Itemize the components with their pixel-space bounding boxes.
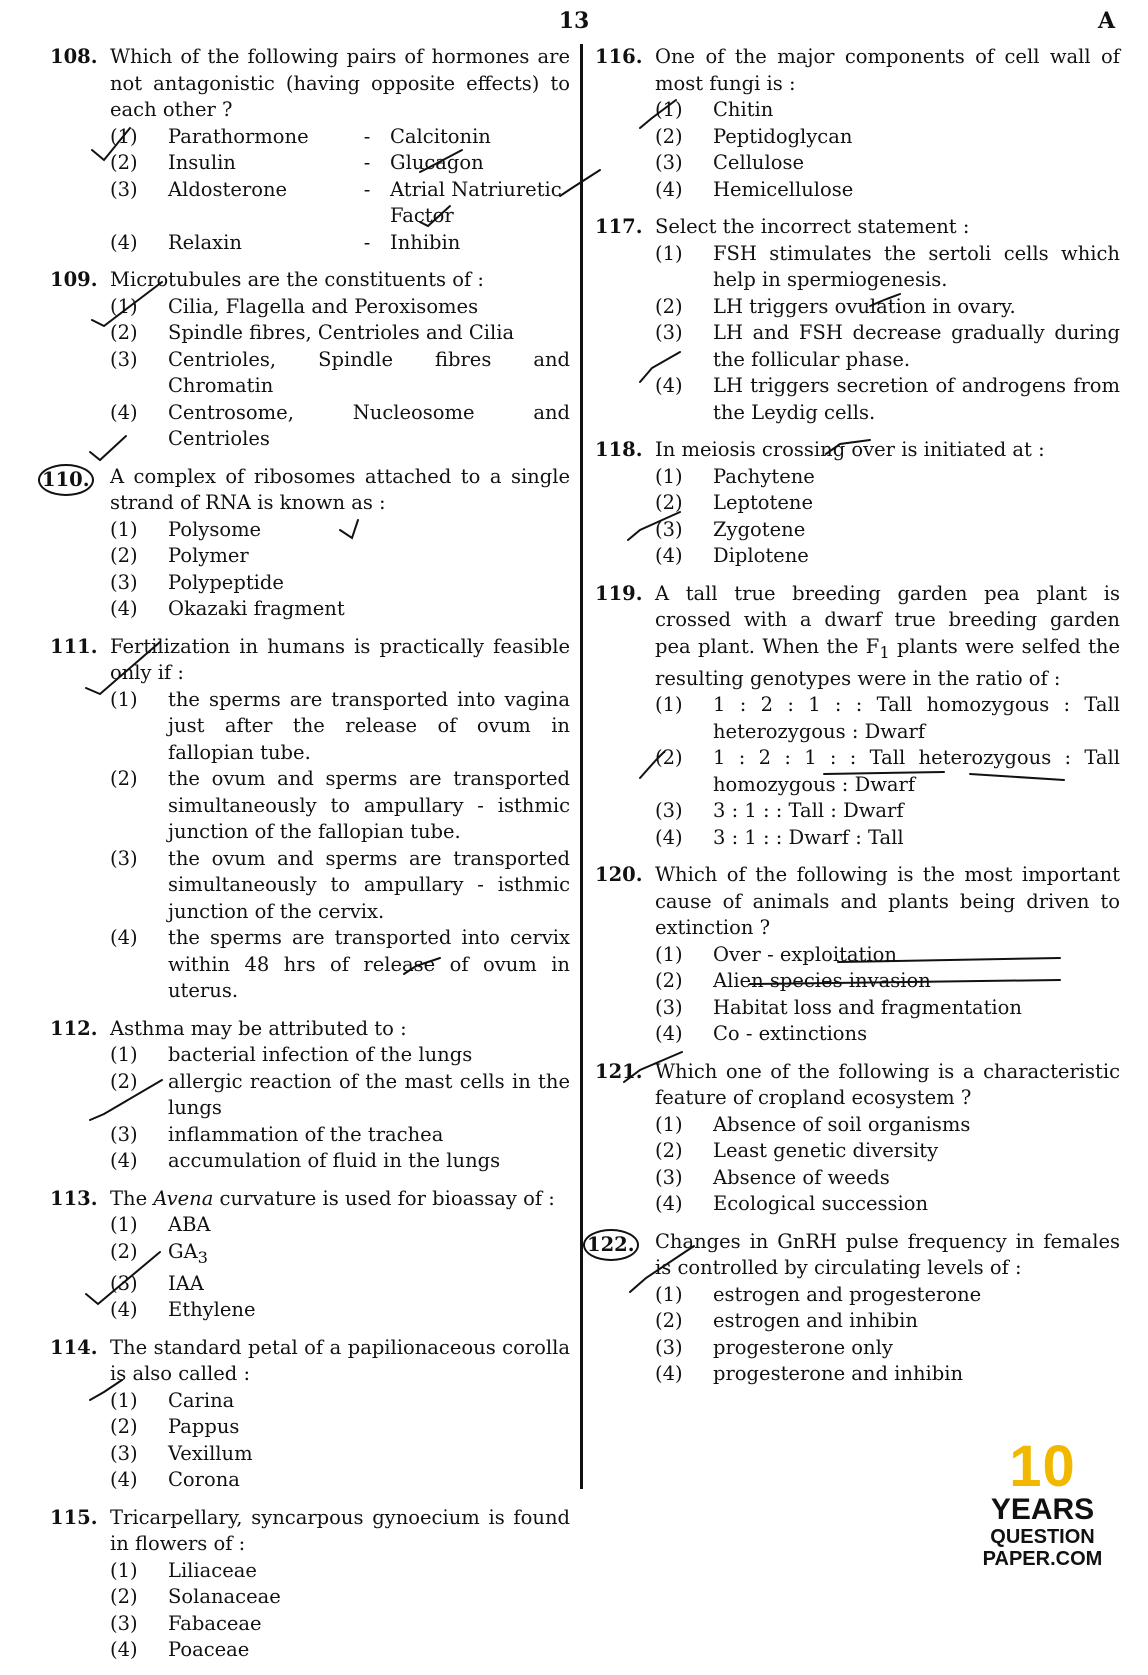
option — [110, 320, 570, 347]
option-text: the ovum and sperms are transported simultaneously to ampullary - isthmic junction of the cervix. — [168, 846, 570, 923]
question-text: The Avena curvature is used for bioassay of : — [110, 1186, 555, 1210]
question-number: 112. — [50, 1016, 98, 1040]
option — [110, 1271, 570, 1298]
option — [110, 1239, 570, 1271]
question-text: Tricarpellary, syncarpous gynoecium is found in flowers of : — [110, 1505, 570, 1556]
option-text: Absence of soil organisms — [713, 1112, 971, 1136]
option-number: (2) — [655, 1139, 683, 1163]
question-text: The standard petal of a papilionaceous corolla is also called : — [110, 1335, 570, 1386]
option — [655, 241, 1120, 294]
question-text: Select the incorrect statement : — [655, 215, 970, 238]
option-number: (3) — [655, 799, 683, 823]
question-number: 120. — [595, 863, 643, 887]
question-text: Microtubules are the constituents of : — [110, 268, 484, 291]
option — [655, 490, 1120, 517]
option — [110, 846, 570, 926]
option-number: (3) — [110, 846, 138, 870]
option-number: (2) — [655, 969, 683, 993]
right-column — [587, 44, 1121, 1399]
question-text: Asthma may be attributed to : — [110, 1016, 407, 1040]
option-number: (1) — [655, 464, 683, 488]
option — [655, 968, 1120, 995]
option-text: IAA — [168, 1271, 204, 1295]
option — [110, 1148, 570, 1175]
pair-right: Glucagon — [390, 151, 484, 174]
option-number: (4) — [110, 1149, 138, 1172]
option-number: (1) — [655, 1282, 683, 1306]
option — [655, 1165, 1120, 1192]
option-number: (4) — [655, 825, 683, 849]
option-text: the ovum and sperms are transported simultaneously to ampullary - isthmic junction of the fallopian tube. — [168, 767, 570, 843]
pair-right: Inhibin — [390, 230, 461, 254]
question-text: Which one of the following is a characteristic feature of cropland ecosystem ? — [655, 1059, 1120, 1110]
question-number: 116. — [595, 45, 643, 68]
option-text: Pachytene — [713, 464, 815, 488]
option-number: (2) — [110, 321, 138, 344]
question-number: 115. — [50, 1505, 98, 1529]
option-number: (2) — [110, 544, 138, 567]
option — [655, 1112, 1120, 1139]
pair-right: Calcitonin — [390, 124, 491, 148]
option — [110, 687, 570, 767]
question-text: In meiosis crossing over is initiated at : — [655, 438, 1045, 461]
question-121 — [595, 1059, 1120, 1218]
question-109 — [50, 267, 570, 453]
option — [110, 294, 570, 321]
option-text: LH triggers ovulation in ovary. — [713, 294, 1016, 318]
option — [655, 995, 1120, 1022]
option-number: (1) — [110, 294, 138, 318]
option-text: LH triggers secretion of androgens from the Leydig cells. — [713, 374, 1120, 424]
option-text: Habitat loss and fragmentation — [713, 995, 1022, 1019]
option-text: Polysome — [168, 517, 262, 541]
option-number: (2) — [655, 1309, 683, 1333]
option-number: (1) — [110, 1558, 138, 1582]
option — [655, 97, 1120, 124]
option-text: Co - extinctions — [713, 1022, 868, 1046]
option-text: Ecological succession — [713, 1192, 929, 1216]
pair-separator: - — [363, 230, 371, 254]
watermark-logo — [940, 1434, 1145, 1570]
option-number: (4) — [655, 1022, 683, 1046]
option-number: (3) — [655, 1165, 683, 1189]
option-number: (2) — [655, 294, 683, 318]
option — [655, 1138, 1120, 1165]
option — [655, 1282, 1120, 1309]
option-text: 3 : 1 : : Dwarf : Tall — [713, 825, 904, 849]
question-108 — [50, 44, 570, 256]
option — [110, 1388, 570, 1415]
question-112 — [50, 1016, 570, 1175]
option-number: (2) — [655, 491, 683, 514]
option-number: (1) — [655, 98, 683, 121]
option-number: (4) — [655, 374, 683, 397]
option-number: (4) — [655, 1362, 683, 1386]
option-text: 3 : 1 : : Tall : Dwarf — [713, 799, 904, 823]
option-number: (1) — [655, 241, 683, 265]
column-divider — [580, 44, 583, 1489]
option-number: (2) — [110, 1239, 138, 1263]
option-number: (3) — [110, 570, 138, 594]
option-number: (4) — [110, 1638, 138, 1662]
option — [110, 1558, 570, 1585]
option-number: (4) — [110, 1298, 138, 1322]
page-number: 13 — [558, 8, 590, 34]
option — [655, 543, 1120, 570]
option-number: (2) — [655, 746, 683, 770]
option-number: (3) — [655, 995, 683, 1019]
option-number: (2) — [110, 1415, 138, 1439]
option-number: (3) — [110, 1122, 138, 1146]
option-text: $GA_3$ — [168, 1239, 209, 1267]
watermark-site: QUESTION PAPER.COM — [982, 1526, 1103, 1570]
option-text: Corona — [168, 1468, 240, 1492]
question-number: 111. — [50, 634, 98, 658]
question-114 — [50, 1335, 570, 1494]
question-number: 119. — [595, 581, 643, 605]
option — [655, 373, 1120, 426]
option-text: the sperms are transported into cervix within 48 hrs of release of ovum in uterus. — [168, 926, 570, 1002]
option-text: Solanaceae — [168, 1585, 281, 1609]
option-text: Poaceae — [168, 1638, 250, 1662]
question-118 — [595, 437, 1120, 570]
option — [655, 320, 1120, 373]
option — [110, 1637, 570, 1664]
option — [110, 124, 570, 151]
option — [110, 1584, 570, 1611]
option — [655, 517, 1120, 544]
question-number-circled: 110. — [38, 464, 94, 496]
option-text: estrogen and inhibin — [713, 1309, 918, 1333]
watermark-years: YEARS — [990, 1493, 1095, 1526]
question-113 — [50, 1186, 570, 1324]
option-number: (4) — [110, 230, 138, 254]
question-120 — [595, 862, 1120, 1048]
pair-left: Aldosterone — [168, 177, 288, 201]
option-number: (3) — [110, 177, 138, 201]
pair-right: Atrial Natriuretic Factor — [390, 177, 562, 227]
option-text: 1 : 2 : 1 : : Tall heterozygous : Tall homozygous : Dwarf — [713, 746, 1120, 796]
option-text: 1 : 2 : 1 : : Tall homozygous : Tall heterozygous : Dwarf — [713, 693, 1120, 743]
option — [110, 177, 570, 230]
option — [110, 150, 570, 177]
option — [655, 942, 1120, 969]
option-text: allergic reaction of the mast cells in the lungs — [168, 1069, 570, 1119]
set-code: A — [1098, 8, 1116, 34]
option — [110, 1122, 570, 1149]
option — [655, 177, 1120, 204]
question-number: 109. — [50, 268, 98, 291]
option — [655, 825, 1120, 852]
option — [655, 464, 1120, 491]
question-text: A tall true breeding garden pea plant is crossed with a dwarf true breeding garden pea plant. When the $F_1$ plants were selfed the resulting genotypes were in the ratio of : — [655, 581, 1121, 690]
option-text: estrogen and progesterone — [713, 1282, 982, 1306]
option-text: progesterone only — [713, 1335, 893, 1359]
pair-left: Insulin — [168, 151, 236, 174]
option — [110, 347, 570, 400]
question-text: Which of the following is the most important cause of animals and plants being driven to extinction ? — [655, 863, 1120, 940]
option-text: bacterial infection of the lungs — [168, 1043, 473, 1066]
option — [110, 1467, 570, 1494]
option-text: progesterone and inhibin — [713, 1362, 964, 1386]
pair-separator: - — [363, 177, 371, 201]
question-116 — [595, 44, 1120, 203]
option-text: Diplotene — [713, 544, 809, 567]
option-text: Cellulose — [713, 151, 805, 174]
option-text: ABA — [168, 1213, 211, 1236]
question-122 — [587, 1229, 1120, 1388]
option — [110, 1042, 570, 1069]
option-number: (1) — [110, 1213, 138, 1236]
option-text: Alien species invasion — [713, 969, 931, 993]
question-117 — [595, 214, 1120, 426]
option-text: Cilia, Flagella and Peroxisomes — [168, 294, 479, 318]
option-number: (4) — [110, 400, 138, 424]
question-number: 114. — [50, 1335, 98, 1359]
option-number: (1) — [110, 124, 138, 148]
option — [110, 1212, 570, 1239]
option — [655, 1021, 1120, 1048]
option-text: Chitin — [713, 98, 774, 121]
question-number: 113. — [50, 1186, 98, 1210]
option-text: Hemicellulose — [713, 177, 854, 201]
option-text: Spindle fibres, Centrioles and Cilia — [168, 321, 515, 344]
option — [655, 745, 1120, 798]
option — [110, 400, 570, 453]
option — [655, 1361, 1120, 1388]
option-number: (4) — [110, 597, 138, 620]
left-column — [42, 44, 570, 1675]
option-text: Pappus — [168, 1415, 240, 1439]
option — [110, 1611, 570, 1638]
option-number: (3) — [655, 517, 683, 541]
option — [655, 1308, 1120, 1335]
pair-separator: - — [363, 151, 371, 174]
question-115 — [50, 1505, 570, 1664]
question-text: Changes in GnRH pulse frequency in females is controlled by circulating levels of : — [655, 1229, 1120, 1280]
option-text: Ethylene — [168, 1298, 256, 1322]
option — [110, 230, 570, 257]
pair-left: Parathormone — [168, 124, 309, 148]
option — [110, 1414, 570, 1441]
option-number: (1) — [110, 517, 138, 541]
option — [110, 1441, 570, 1468]
option — [655, 150, 1120, 177]
watermark-number: 10 — [1009, 1434, 1076, 1499]
option-text: LH and FSH decrease gradually during the follicular phase. — [713, 321, 1120, 371]
question-text: Which of the following pairs of hormones are not antagonistic (having opposite effects) to each other ? — [110, 45, 570, 121]
option-text: Leptotene — [713, 491, 814, 514]
option-text: Fabaceae — [168, 1611, 262, 1635]
option-text: Absence of weeds — [713, 1165, 890, 1189]
question-111 — [50, 634, 570, 1005]
option-text: Carina — [168, 1388, 235, 1412]
emphasized-term: Avena — [153, 1186, 214, 1210]
option-number: (4) — [110, 926, 138, 949]
option-number: (3) — [655, 321, 683, 344]
option-number: (3) — [110, 1271, 138, 1295]
option-number: (1) — [655, 693, 683, 717]
option-text: inflammation of the trachea — [168, 1122, 444, 1146]
option-number: (1) — [655, 942, 683, 966]
option-number: (1) — [655, 1112, 683, 1136]
option-number: (3) — [655, 1335, 683, 1359]
option — [110, 570, 570, 597]
option — [110, 766, 570, 846]
question-number: 118. — [595, 438, 643, 461]
question-text: Fertilization in humans is practically feasible only if : — [110, 634, 570, 684]
option-number: (1) — [110, 687, 138, 711]
question-number: 121. — [595, 1059, 643, 1083]
option-text: Centrosome, Nucleosome and Centrioles — [168, 400, 570, 450]
option-text: Liliaceae — [168, 1558, 257, 1582]
option-text: Over - exploitation — [713, 942, 897, 966]
option — [110, 925, 570, 1005]
option-text: FSH stimulates the sertoli cells which help in spermiogenesis. — [713, 241, 1120, 291]
question-number: 117. — [595, 215, 643, 238]
option-text: Centrioles, Spindle fibres and Chromatin — [168, 347, 570, 397]
option — [655, 124, 1120, 151]
option-text: Okazaki fragment — [168, 597, 345, 620]
option-number: (2) — [655, 124, 683, 148]
option-text: accumulation of fluid in the lungs — [168, 1149, 501, 1172]
pair-left: Relaxin — [168, 230, 242, 254]
option-number: (2) — [110, 767, 138, 790]
option — [655, 294, 1120, 321]
option-text: Peptidoglycan — [713, 124, 853, 148]
option — [110, 1297, 570, 1324]
option — [110, 1069, 570, 1122]
option-number: (3) — [655, 151, 683, 174]
option-number: (3) — [110, 347, 138, 371]
question-text: A complex of ribosomes attached to a single strand of RNA is known as : — [110, 464, 570, 514]
question-110 — [42, 464, 570, 623]
option-text: Polypeptide — [168, 570, 284, 594]
option — [655, 1335, 1120, 1362]
option-number: (1) — [110, 1043, 138, 1066]
question-119 — [595, 581, 1120, 852]
question-number: 108. — [50, 45, 98, 68]
option-number: (3) — [110, 1611, 138, 1635]
option-text: the sperms are transported into vagina just after the release of ovum in fallopian tube. — [168, 687, 570, 764]
option — [110, 543, 570, 570]
option — [655, 1191, 1120, 1218]
option-number: (1) — [110, 1388, 138, 1412]
option-number: (4) — [655, 544, 683, 567]
option — [110, 596, 570, 623]
option-number: (2) — [110, 151, 138, 174]
option — [110, 517, 570, 544]
pair-separator: - — [363, 124, 371, 148]
option-number: (4) — [110, 1468, 138, 1492]
option-text: Polymer — [168, 544, 249, 567]
question-text: One of the major components of cell wall of most fungi is : — [655, 45, 1120, 95]
option-number: (3) — [110, 1441, 138, 1465]
option-number: (4) — [655, 1192, 683, 1216]
question-number-circled: 122. — [583, 1229, 639, 1261]
option-text: Vexillum — [168, 1441, 253, 1465]
option-number: (4) — [655, 177, 683, 201]
option — [655, 798, 1120, 825]
option-number: (2) — [110, 1585, 138, 1609]
option-text: Zygotene — [713, 517, 806, 541]
option-number: (2) — [110, 1069, 138, 1093]
option-text: Least genetic diversity — [713, 1139, 939, 1163]
option — [655, 692, 1120, 745]
